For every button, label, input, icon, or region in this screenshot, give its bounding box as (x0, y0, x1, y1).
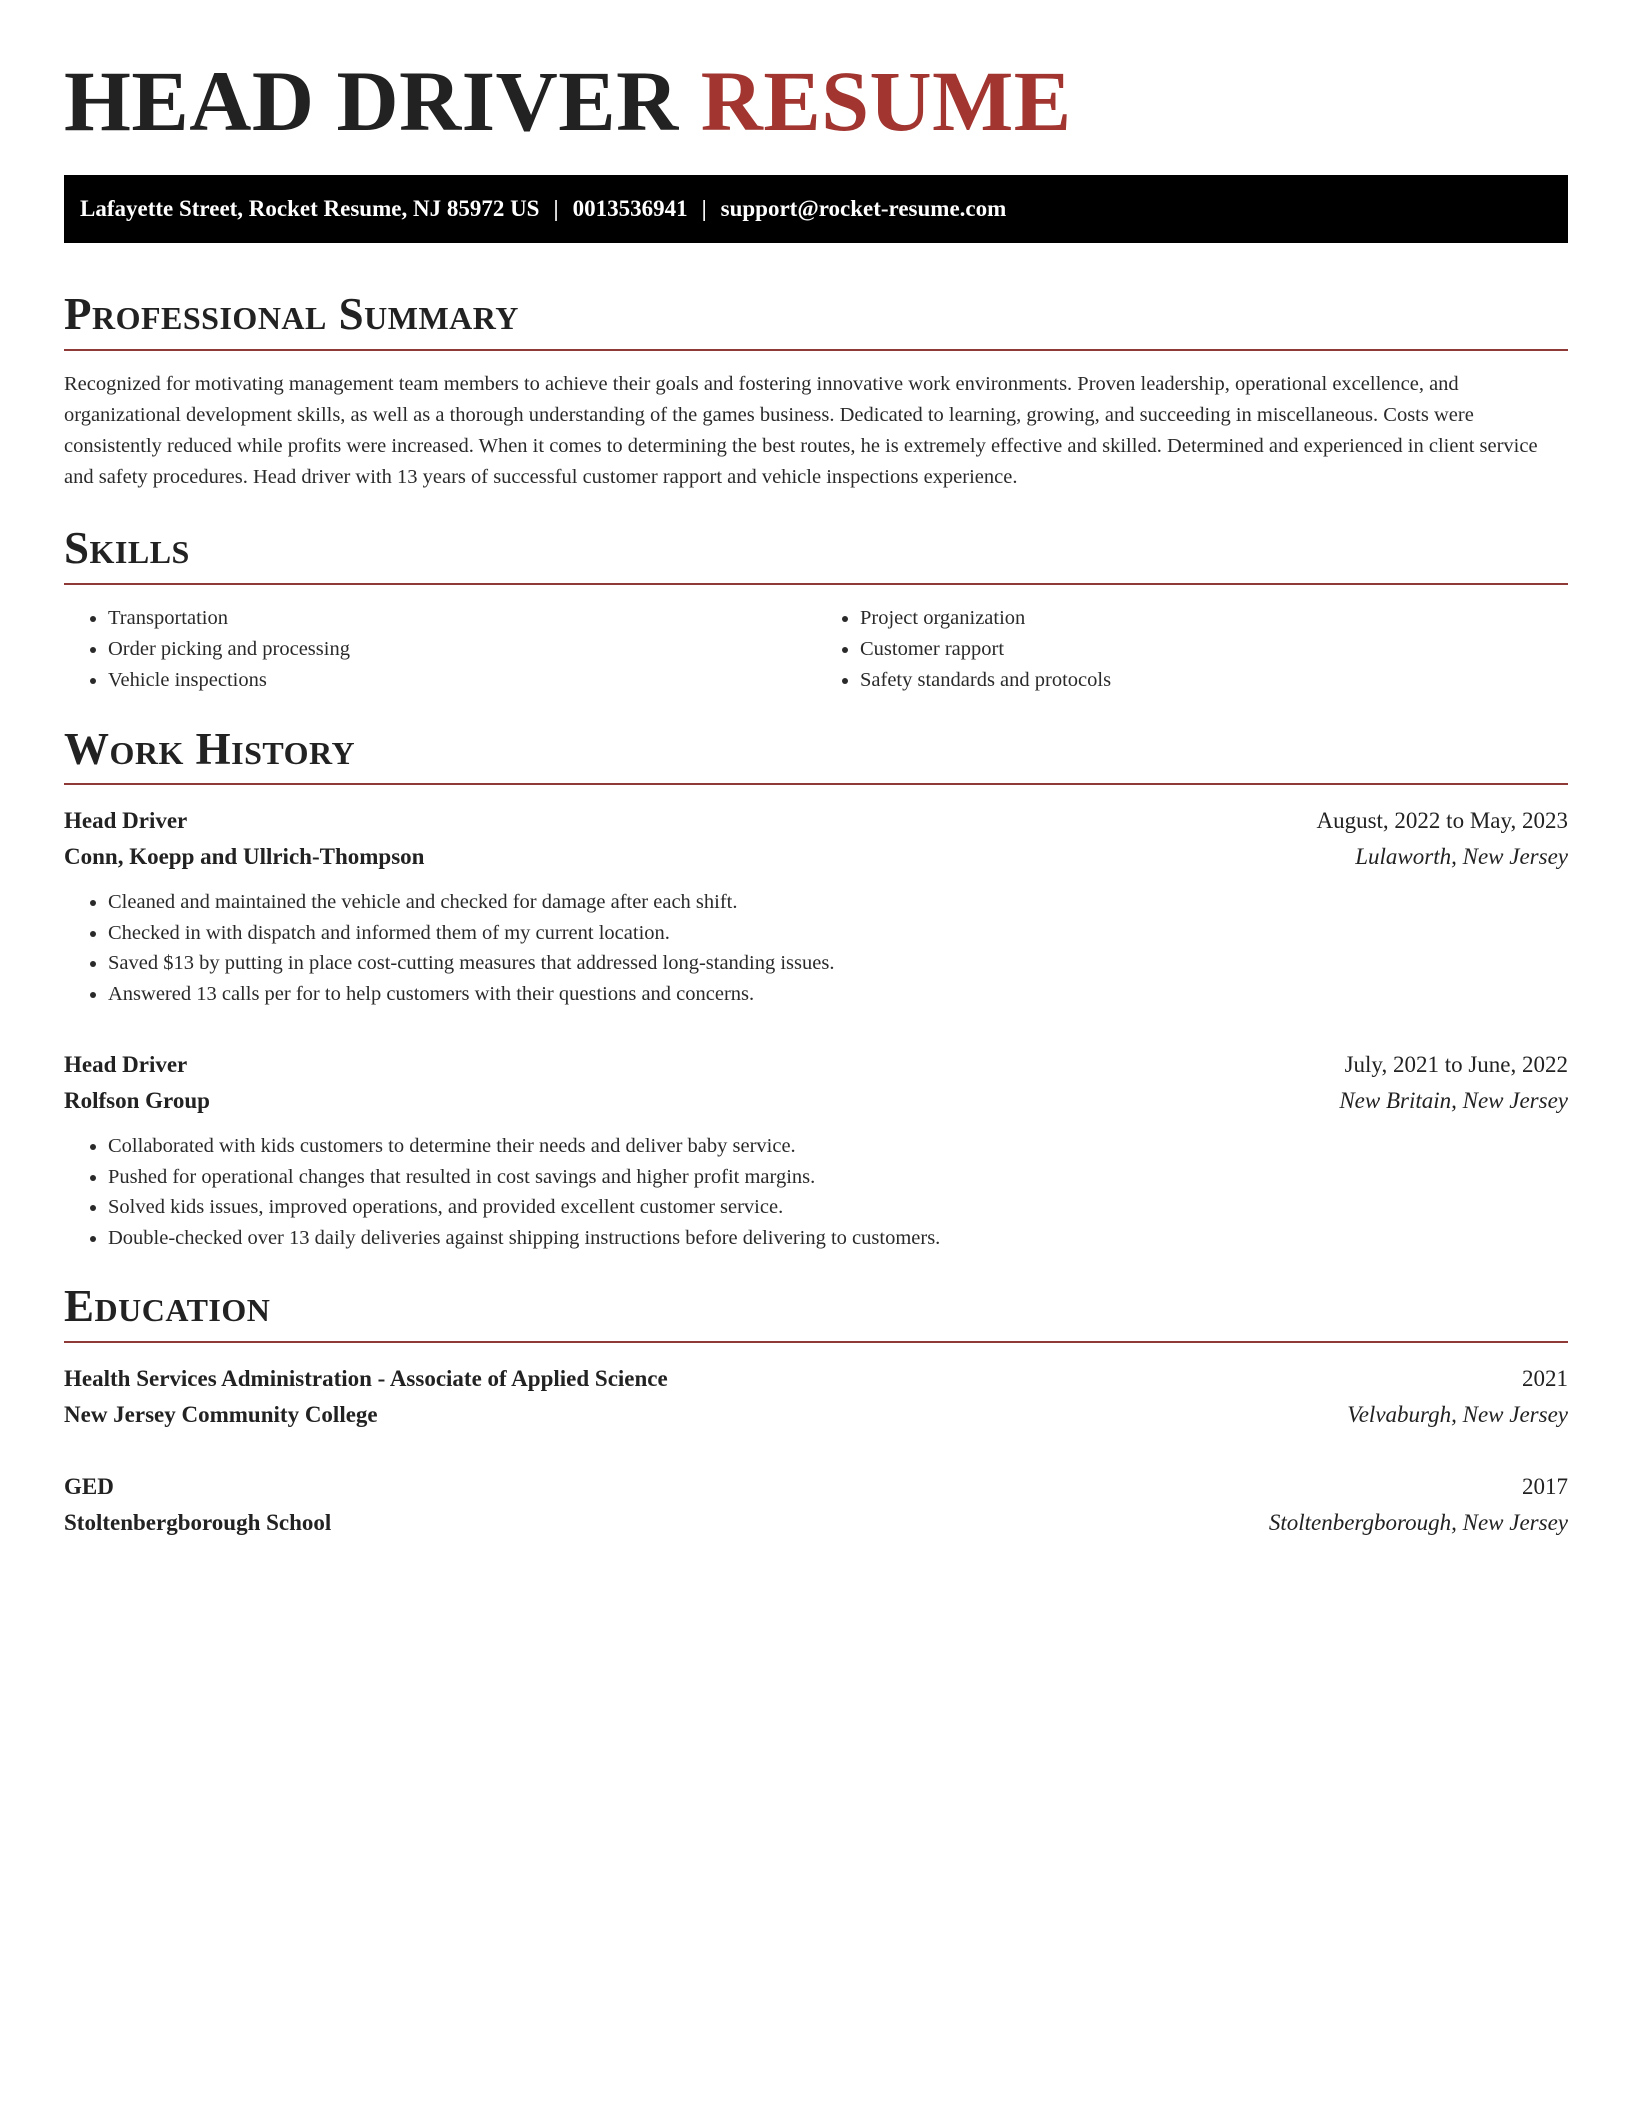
job-title: Head Driver (64, 1052, 188, 1078)
section-divider (64, 349, 1568, 351)
work-heading: Work History (64, 723, 356, 774)
job-bullets (64, 887, 1568, 1009)
skills-heading: Skills (64, 522, 190, 573)
job-entry (64, 803, 1568, 1009)
job-bullets (64, 1131, 1568, 1253)
section-divider (64, 583, 1568, 585)
summary-heading: Professional Summary (64, 289, 519, 340)
job-location: New Britain, New Jersey (1339, 1088, 1568, 1114)
skill-item: • Transportation (108, 603, 816, 634)
skill-item: • Order picking and processing (108, 634, 816, 665)
job-bullet: • Solved kids issues, improved operations, and provided excellent customer service. (108, 1192, 1568, 1223)
summary-section (64, 289, 1568, 493)
contact-address: Lafayette Street, Rocket Resume, NJ 85972 US (80, 196, 540, 222)
contact-bar (64, 175, 1568, 243)
skills-list (64, 603, 1568, 696)
contact-separator: | (553, 196, 559, 222)
job-company: Conn, Koepp and Ullrich-Thompson (64, 844, 425, 870)
education-location: Stoltenbergborough, New Jersey (1268, 1510, 1568, 1536)
resume-title (64, 50, 1568, 153)
job-dates: July, 2021 to June, 2022 (1344, 1052, 1568, 1078)
skill-item: • Customer rapport (860, 634, 1568, 665)
section-divider (64, 1341, 1568, 1343)
education-entry (64, 1469, 1568, 1541)
job-entry (64, 1047, 1568, 1253)
job-dates: August, 2022 to May, 2023 (1316, 808, 1568, 834)
education-heading: Education (64, 1281, 271, 1332)
skills-column-left (64, 603, 816, 696)
job-bullet: • Double-checked over 13 daily deliveries against shipping instructions before delivering to customers. (108, 1223, 1568, 1254)
job-title: Head Driver (64, 808, 188, 834)
education-degree: GED (64, 1474, 114, 1500)
job-bullet: • Pushed for operational changes that resulted in cost savings and higher profit margins. (108, 1162, 1568, 1193)
section-divider (64, 783, 1568, 785)
skills-column-right (816, 603, 1568, 696)
skill-item: • Project organization (860, 603, 1568, 634)
job-bullet: • Collaborated with kids customers to determine their needs and deliver baby service. (108, 1131, 1568, 1162)
job-bullet: • Answered 13 calls per for to help customers with their questions and concerns. (108, 979, 1568, 1010)
job-bullet: • Checked in with dispatch and informed them of my current location. (108, 918, 1568, 949)
education-school: New Jersey Community College (64, 1402, 378, 1428)
education-entry (64, 1361, 1568, 1433)
education-section (64, 1281, 1568, 1541)
job-bullet: • Cleaned and maintained the vehicle and checked for damage after each shift. (108, 887, 1568, 918)
contact-separator: | (701, 196, 707, 222)
work-section (64, 724, 1568, 1254)
skill-item: • Safety standards and protocols (860, 665, 1568, 696)
job-location: Lulaworth, New Jersey (1355, 844, 1568, 870)
education-location: Velvaburgh, New Jersey (1347, 1402, 1568, 1428)
education-school: Stoltenbergborough School (64, 1510, 332, 1536)
education-year: 2017 (1522, 1474, 1568, 1500)
skills-section (64, 523, 1568, 696)
job-company: Rolfson Group (64, 1088, 210, 1114)
title-main: HEAD DRIVER (64, 53, 679, 149)
skill-item: • Vehicle inspections (108, 665, 816, 696)
contact-phone: 0013536941 (572, 196, 688, 222)
contact-email: support@rocket-resume.com (720, 196, 1007, 222)
job-bullet: • Saved $13 by putting in place cost-cutting measures that addressed long-standing issues. (108, 948, 1568, 979)
summary-text: Recognized for motivating management team members to achieve their goals and fostering innovative work environments. Proven leadership, operational excellence, and organizational development skills, as well as a thorough understanding of the games business. Dedicated to learning, growing, and succeeding in miscellaneous. Costs were consistently reduced while profits were increased. When it comes to determining the best routes, he is extremely effective and skilled. Determined and experienced in client service and safety procedures. Head driver with 13 years of successful customer rapport and vehicle inspections experience. (64, 372, 1538, 488)
education-degree: Health Services Administration - Associate of Applied Science (64, 1366, 668, 1392)
title-accent: RESUME (700, 53, 1072, 149)
education-year: 2021 (1522, 1366, 1568, 1392)
